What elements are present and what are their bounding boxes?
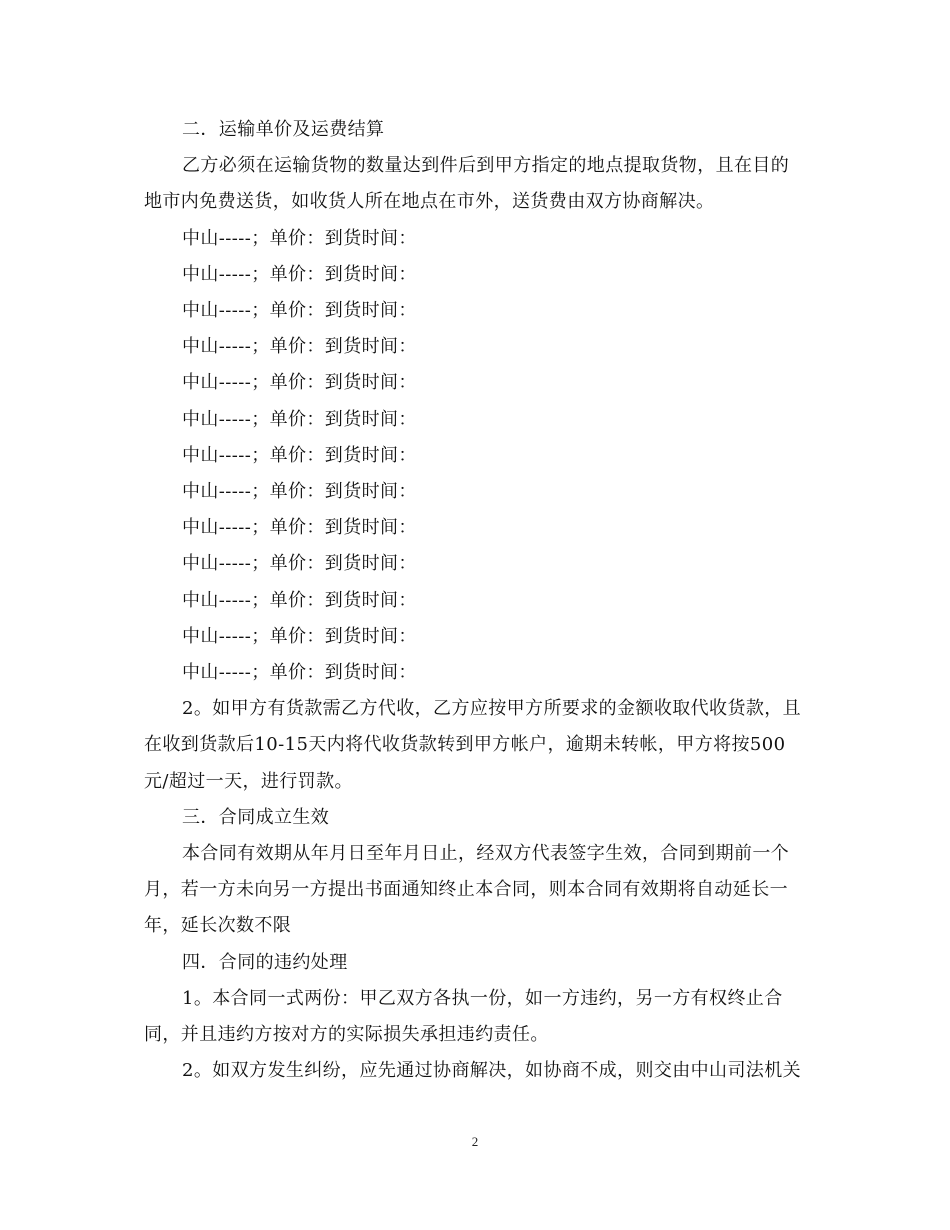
price-line: 中山-----；单价：到货时间：	[182, 553, 417, 575]
section-4-heading: 四．合同的违约处理	[182, 951, 348, 973]
price-line: 中山-----；单价：到货时间：	[182, 336, 417, 358]
price-line: 中山-----；单价：到货时间：	[182, 263, 417, 285]
price-line: 中山-----；单价：到货时间：	[182, 300, 417, 322]
section-3-body-paragraph: 本合同有效期从年月日至年月日止，经双方代表签字生效，合同到期前一个月，若一方未向另一方提出书面通知终止本合同，则本合同有效期将自动延长一年，延长次数不限	[144, 843, 790, 937]
price-line: 中山-----；单价：到货时间：	[182, 625, 417, 647]
section-3-heading: 三．合同成立生效	[182, 806, 330, 828]
price-line: 中山-----；单价：到货时间：	[182, 517, 417, 539]
price-line: 中山-----；单价：到货时间：	[182, 408, 417, 430]
document-body	[144, 112, 806, 1089]
price-line: 中山-----；单价：到货时间：	[182, 444, 417, 466]
price-line: 中山-----；单价：到货时间：	[182, 227, 417, 249]
section-4-item-2-paragraph: 2。如双方发生纠纷，应先通过协商解决，如协商不成，则交由中山司法机关	[182, 1060, 802, 1082]
section-2-heading: 二．运输单价及运费结算	[182, 119, 385, 140]
page-number: 2	[471, 1134, 479, 1149]
price-line: 中山-----；单价：到货时间：	[182, 372, 417, 394]
section-4-item-1-paragraph: 1。本合同一式两份：甲乙双方各执一份，如一方违约，另一方有权终止合同，并且违约方按对方的实际损失承担违约责任。	[144, 987, 783, 1046]
price-line: 中山-----；单价：到货时间：	[182, 481, 417, 503]
section-2-item-2-paragraph: 2。如甲方有货款需乙方代收，乙方应按甲方所要求的金额收取代收货款，且在收到货款后10-15天内将代收货款转到甲方帐户，逾期未转帐，甲方将按500元/超过一天，进行罚款。	[144, 698, 802, 792]
price-line: 中山-----；单价：到货时间：	[182, 662, 417, 684]
price-line: 中山-----；单价：到货时间：	[182, 589, 417, 611]
section-2-intro-paragraph: 乙方必须在运输货物的数量达到件后到甲方指定的地点提取货物，且在目的地市内免费送货，如收货人所在地点在市外，送货费由双方协商解决。	[144, 155, 790, 213]
